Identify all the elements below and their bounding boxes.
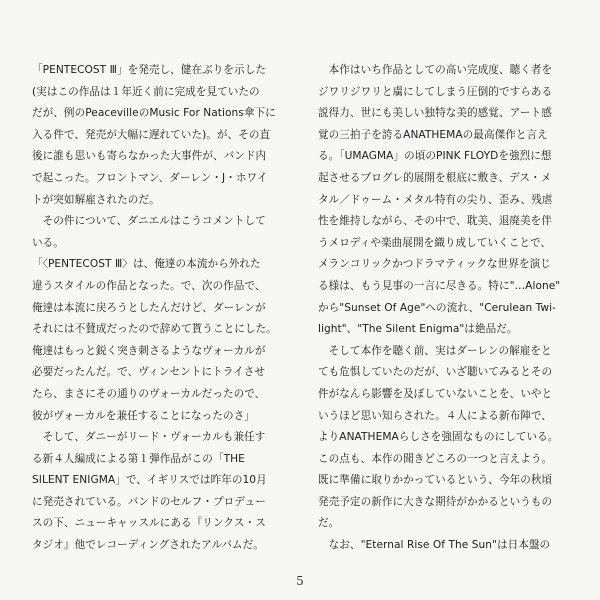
text-line: に発売されている。バンドのセルフ・プロデュー [32, 495, 266, 508]
text-line: ても危惧していたのだが、いざ聴いてみるとその [318, 366, 553, 379]
text-line: 件がなんら影響を及ぼしていないことを、いやと [318, 387, 553, 400]
text-line: スの下、ニューキャッスルにある『リンクス・ス [32, 517, 266, 530]
text-line: その件について、ダニエルはこうコメントして [32, 215, 266, 228]
text-line: タル／ドゥーム・メタル特有の尖り、歪み、残虐 [318, 193, 553, 206]
text-line: タジオ』他でレコーディングされたアルバムだ。 [32, 539, 264, 552]
page-number: 5 [296, 574, 304, 588]
text-line: よりANATHEMAらしさを強固なものにしている。 [318, 431, 559, 444]
text-line: 既に準備に取りかかっているという、今年の秋頃 [318, 474, 553, 487]
left-text-column [32, 60, 282, 557]
text-line: 覚の三拍子を誇るANATHEMAの最高傑作と言え [318, 128, 548, 141]
text-line: 俺達は本流に戻ろうとしたんだけど、ダーレンが [32, 301, 266, 314]
text-line: 性を維持しながら、その中で、耽美、退廃美を伴 [318, 215, 552, 228]
text-line: そして、ダニーがリード・ヴォーカルも兼任す [32, 431, 266, 444]
text-line: る。「UMAGMA」の頃のPINK FLOYDを強烈に想 [318, 150, 552, 163]
text-line: 後に誰も思いも寄らなかった大事件が、バンド内 [32, 150, 267, 163]
text-line: 説得力、世にも美しい独特な美的感覚、アート感 [318, 107, 552, 120]
text-line: だ。 [318, 517, 340, 530]
text-line: 「PENTECOST Ⅲ」を発売し、健在ぶりを示した [32, 64, 266, 76]
right-text-column [318, 60, 568, 557]
text-line: 俺達はもっと鋭く突き刺さるようなヴォーカルが [32, 344, 266, 357]
text-line: ジワリジワリと虜にしてしまう圧倒的ですらある [318, 85, 553, 98]
text-line: だが、例のPeacevilleのMusic For Nations傘下に [32, 107, 276, 120]
text-line: る様は、もう見事の一言に尽きる。特に"…Alone" [318, 279, 561, 292]
text-line: そして本作を聴く前、実はダーレンの解雇をと [318, 344, 552, 357]
text-line: 「〈PENTECOST Ⅲ〉は、俺達の本流から外れた [32, 258, 261, 271]
text-line: この点も、本作の聞きどころの一つと言えよう。 [318, 452, 553, 465]
text-line: SILENT ENIGMA」で、イギリスでは昨年の10月 [32, 474, 267, 487]
text-line: たら、まさにその通りのヴォーカルだったので、 [32, 387, 266, 400]
text-line: いうほど思い知らされた。４人による新布陣で、 [318, 409, 552, 422]
text-line: 入る件で、発売が大幅に遅れていた)。が、その直 [32, 128, 271, 141]
text-line: る新４人編成による第１弾作品がこの「THE [32, 452, 245, 465]
text-line: から"Sunset Of Age"への流れ、"Cerulean Twi- [318, 301, 557, 314]
text-line: (実はこの作品は１年近く前に完成を見ていたの [32, 85, 260, 98]
text-line: 起させるプログレ的展開を根底に敷き、デス・メ [318, 171, 552, 184]
text-line: うメロディや楽曲展開を織り成していくことで、 [318, 236, 552, 249]
text-line: 本作はいち作品としての高い完成度、聴く者を [318, 64, 553, 76]
text-line: light"、"The Silent Enigma"は絶品だ。 [318, 323, 518, 336]
text-line: トが突如解雇されたのだ。 [32, 193, 160, 206]
text-line: 発売予定の新作に大きな期待がかかるというもの [318, 495, 553, 508]
text-line: いる。 [32, 236, 64, 249]
text-line: なお、"Eternal Rise Of The Sun"は日本盤の [318, 539, 551, 552]
text-line: メランコリックかつドラマティックな世界を演じ [318, 258, 551, 271]
text-line: それには不賛成だったので辞めて貰うことにした。 [32, 323, 277, 336]
text-line: 彼がヴォーカルを兼任することになったのさ」 [32, 409, 255, 422]
text-line: 違うスタイルの作品となった。で、次の作品で、 [32, 279, 266, 292]
text-line: 必要だったんだ。で、ヴィンセントにトライさせ [32, 366, 265, 379]
text-line: で起こった。フロントマン、ダーレン・J・ホワイ [32, 171, 268, 184]
